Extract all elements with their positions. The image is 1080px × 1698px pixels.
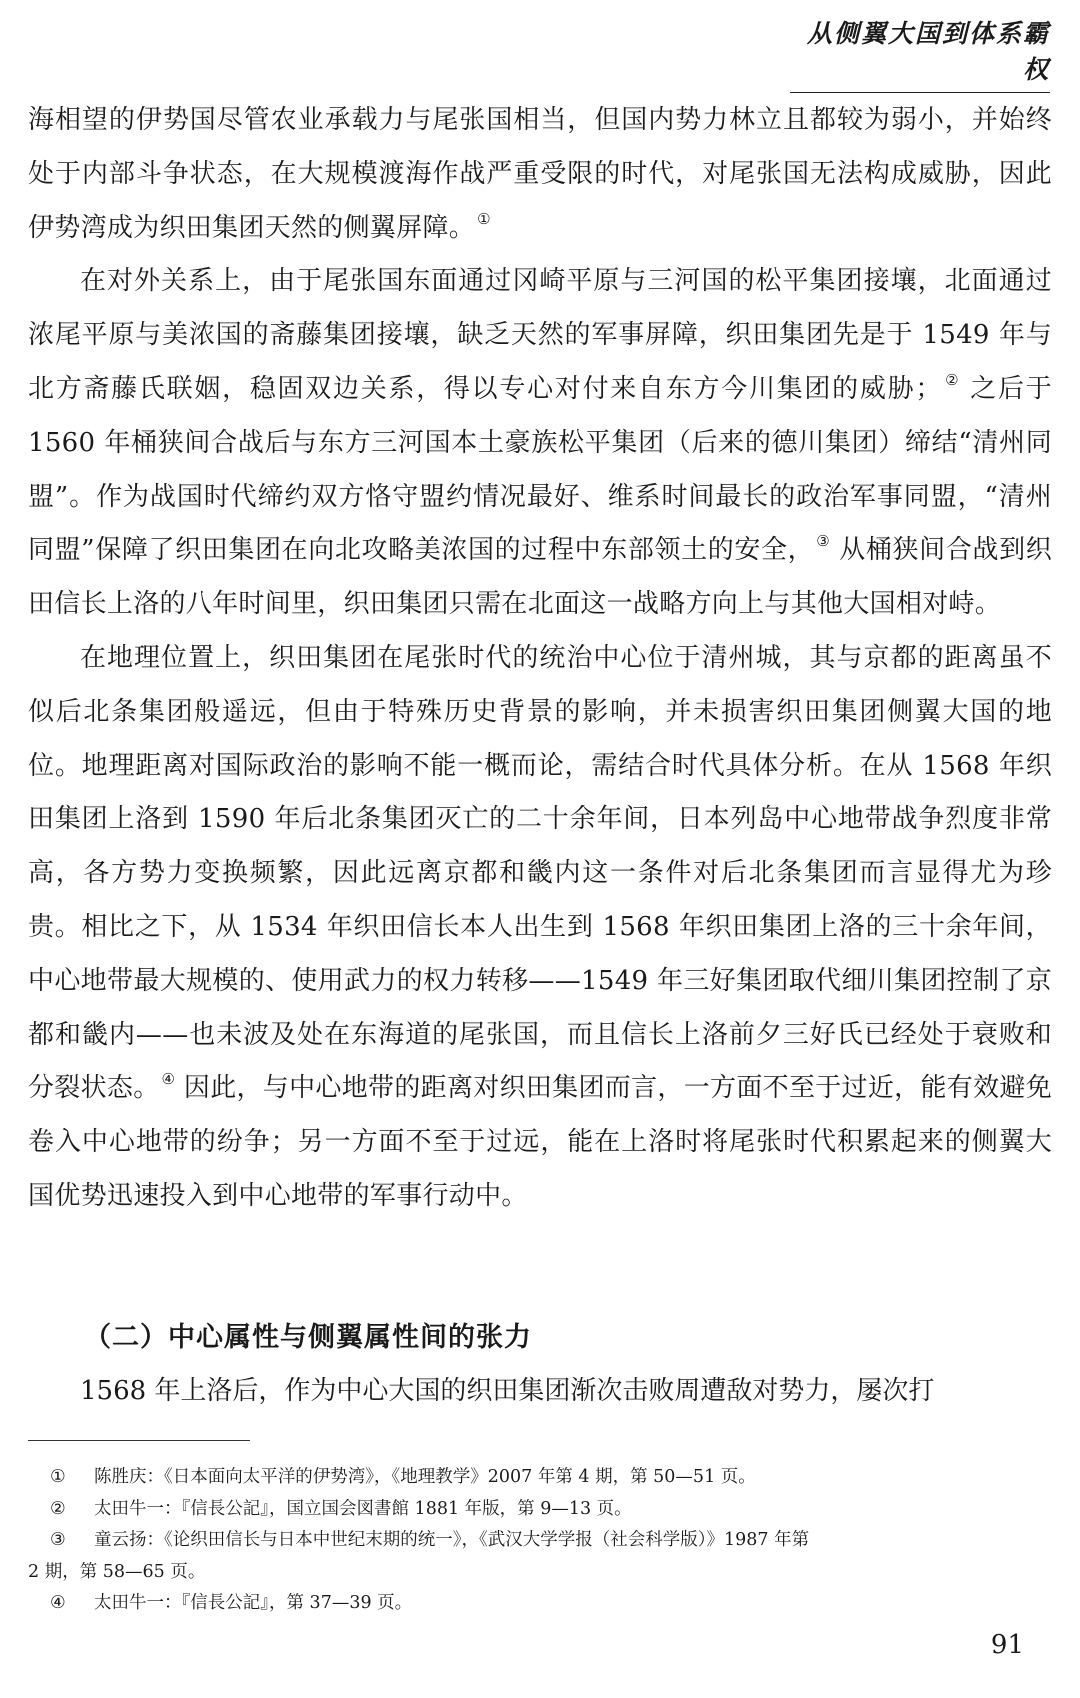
- section-heading: （二）中心属性与侧翼属性间的张力: [84, 1322, 532, 1353]
- footnote-4-number: ④: [50, 1593, 66, 1613]
- paragraph-2-text-b: 之后于 1560 年桶狭间合战后与东方三河国本土豪族松平集团（后来的德川集团）缔结“清州同盟”。作为战国时代缔约双方恪守盟约情况最好、维系时间最长的政治军事同盟，“清州同盟”保障了织田集团在向北攻略美浓国的过程中东部领土的安全，: [28, 373, 1053, 566]
- paragraph-1: [28, 94, 1052, 255]
- footnote-2-text: 太田牛一：『信長公記』，国立国会図書館 1881 年版，第 9—13 页。: [94, 1498, 632, 1519]
- paragraph-2-text-c: 从桶狭间合战到织田信长上洛的八年时间里，织田集团只需在北面这一战略方向上与其他大国相对峙。: [28, 535, 1053, 620]
- footnote-3: [28, 1525, 1052, 1557]
- footnote-1: [28, 1462, 1052, 1494]
- footnote-ref-1[interactable]: ①: [477, 209, 491, 228]
- paragraph-1-text: 海相望的伊势国尽管农业承载力与尾张国相当，但国内势力林立且都较为弱小，并始终处于内部斗争状态，在大规模渡海作战严重受限的时代，对尾张国无法构成威胁，因此伊势湾成为织田集团天然的侧翼屏障。: [28, 105, 1052, 243]
- footnote-3-number: ③: [50, 1530, 66, 1550]
- paragraph-3-text-a: 在地理位置上，织田集团在尾张时代的统治中心位于清州城，其与京都的距离虽不似后北条集团般遥远，但由于特殊历史背景的影响，并未损害织田集团侧翼大国的地位。地理距离对国际政治的影响不能一概而论，需结合时代具体分析。在从 1568 年织田集团上洛到 1590 年后北条集团灭亡的二十余年间，日本列岛中心地带战争烈度非常高，各方势力变换频繁，因此远离京都和畿内这一条件对后北条集团而言显得尤为珍贵。相比之下，从 1534 年织田信长本人出生到 1568 年织田集团上洛的三十余年间，中心地带最大规模的、使用武力的权力转移——1549 年三好集团取代细川集团控制了京都和畿内——也未波及处在东海道的尾张国，而且信长上洛前夕三好氏已经处于衰败和分裂状态。: [28, 642, 1052, 1104]
- footnote-4: [28, 1588, 1052, 1620]
- paragraph-4: 1568 年上洛后，作为中心大国的织田集团渐次击败周遭敌对势力，屡次打: [80, 1376, 935, 1406]
- footnote-4-text: 太田牛一：『信長公記』，第 37—39 页。: [94, 1593, 413, 1613]
- paragraph-2: [28, 255, 1052, 632]
- footnote-1-number: ①: [50, 1467, 66, 1487]
- footnote-2-number: ②: [50, 1498, 66, 1519]
- footnote-ref-4[interactable]: ④: [161, 1070, 176, 1089]
- footnote-1-text: 陈胜庆：《日本面向太平洋的伊势湾》，《地理教学》2007 年第 4 期，第 50—51 页。: [94, 1467, 756, 1487]
- footnote-ref-2[interactable]: ②: [943, 370, 961, 389]
- footnote-2: [28, 1494, 1052, 1526]
- paragraph-3-text-b: 因此，与中心地带的距离对织田集团而言，一方面不至于过近，能有效避免卷入中心地带的纷争；另一方面不至于过远，能在上洛时将尾张时代积累起来的侧翼大国优势迅速投入到中心地带的军事行动中。: [28, 1073, 1053, 1211]
- footnote-divider: [28, 1440, 250, 1441]
- footnote-ref-3[interactable]: ③: [816, 532, 831, 551]
- footnotes: [28, 1462, 1052, 1620]
- page-number: 91: [990, 1630, 1024, 1660]
- paragraph-2-text-a: 在对外关系上，由于尾张国东面通过冈崎平原与三河国的松平集团接壤，北面通过浓尾平原与美浓国的斋藤集团接壤，缺乏天然的军事屏障，织田集团先是于 1549 年与北方斋藤氏联姻，稳固双边关系，得以专心对付来自东方今川集团的威胁；: [28, 266, 1052, 404]
- running-head: 从侧翼大国到体系霸权: [790, 14, 1050, 93]
- footnote-3-continuation: 2 期，第 58—65 页。: [28, 1561, 206, 1582]
- paragraph-3: [28, 632, 1052, 1224]
- footnote-3-text: 童云扬：《论织田信长与日本中世纪末期的统一》，《武汉大学学报（社会科学版）》1987 年第: [94, 1530, 810, 1550]
- body-text: [28, 94, 1052, 1224]
